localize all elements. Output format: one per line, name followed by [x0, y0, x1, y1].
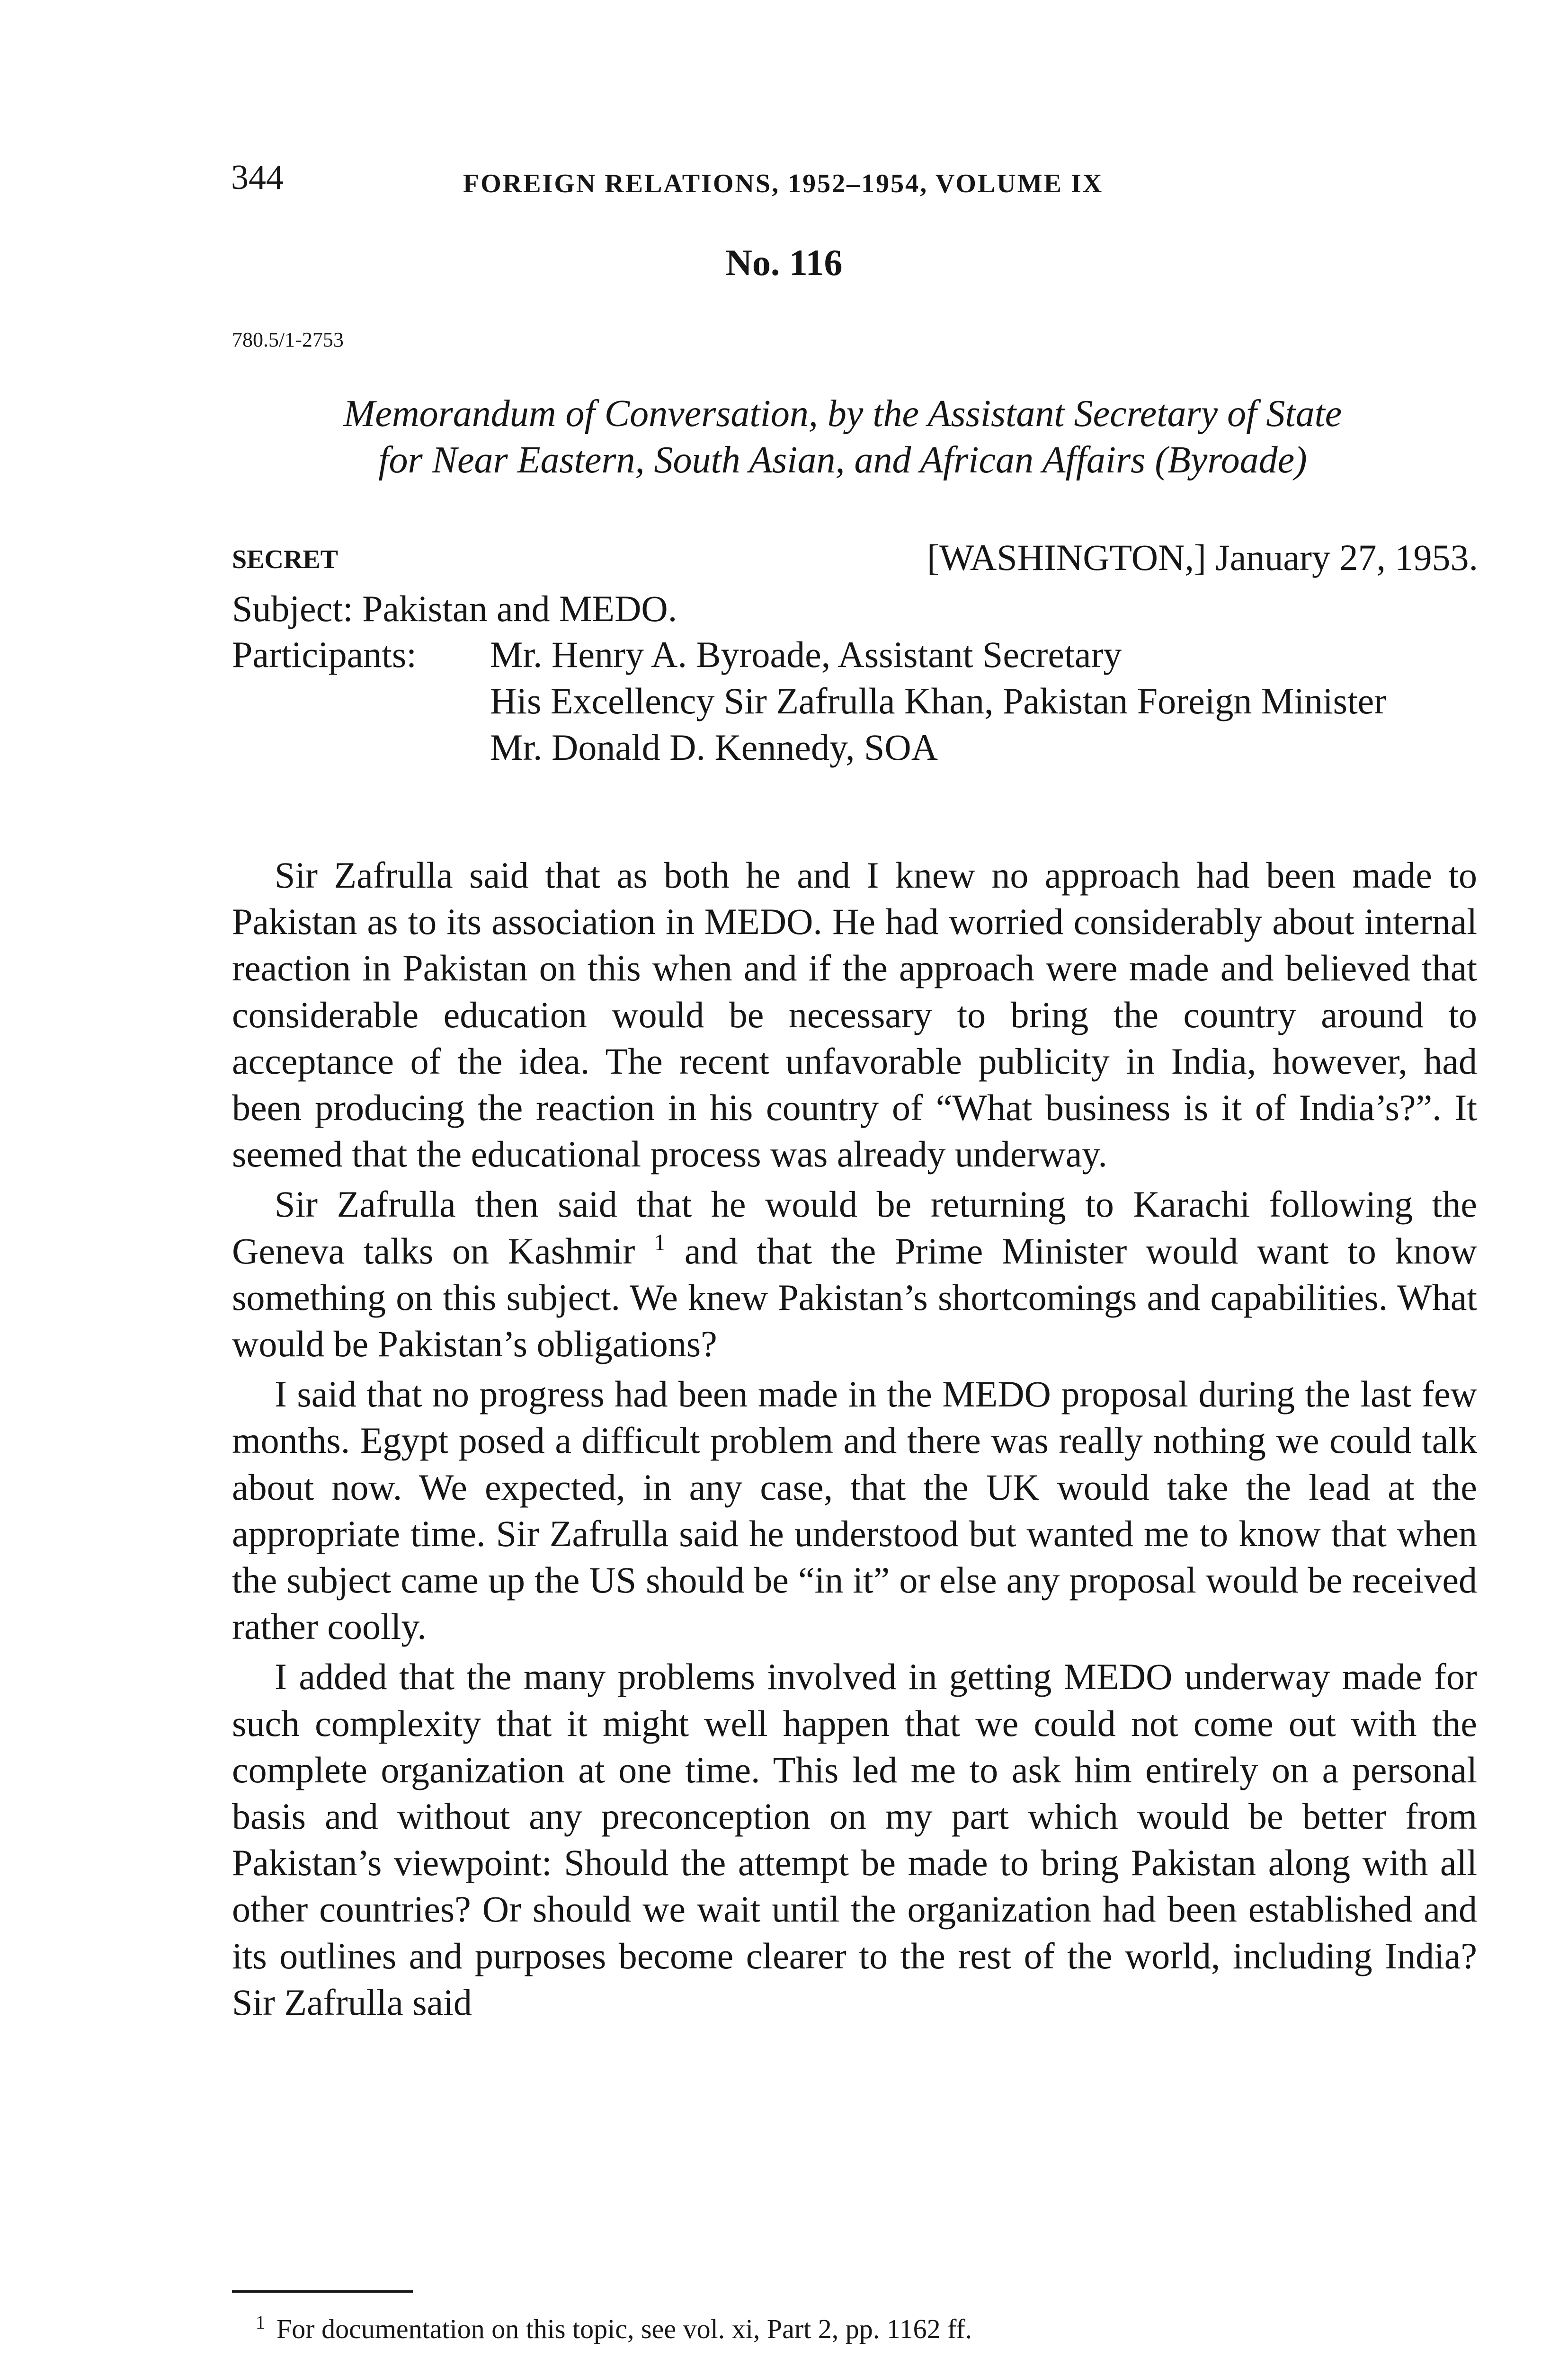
page-header [231, 156, 1547, 208]
body-paragraph: I added that the many problems involved in getting MEDO underway made for such complexity that it might well happen that we could not come out with the complete organization at one time. This led me to ask him entirely on a personal basis and without any preconception on my part which would be better from Pakistan’s viewpoint: Should the attempt be made to bring Pakistan along with all other countries? Or should we wait until the organization had been established and its outlines and purposes become clearer to the rest of the world, including India? Sir Zafrulla said [232, 1656, 1477, 2023]
footnote-divider [232, 2290, 413, 2293]
document-title [199, 391, 1487, 483]
paragraph-text: and that the Prime Minister would want to know something on this subject. We knew Pakistan’s shortcomings and capabilities. What would be Pakistan’s obligations? [232, 1230, 1477, 1365]
footnote-reference[interactable]: 1 [654, 1228, 666, 1255]
file-reference: 780.5/1-2753 [232, 328, 344, 351]
document-number: No. 116 [725, 242, 843, 283]
document-title-line: for Near Eastern, South Asian, and African Affairs (Byroade) [378, 439, 1307, 481]
participant: His Excellency Sir Zafrulla Khan, Pakistan Foreign Minister [490, 680, 1387, 721]
document-title-line: Memorandum of Conversation, by the Assistant Secretary of State [343, 393, 1342, 435]
body-paragraph [232, 1181, 1477, 1367]
page-number: 344 [231, 158, 284, 197]
footnote-text: For documentation on this topic, see vol. xi, Part 2, pp. 1162 ff. [276, 2314, 972, 2344]
paragraph-text: Sir Zafrulla then said that he would be returning to Karachi following the Geneva talks on Kashmir [232, 1184, 1477, 1272]
dateline: [WASHINGTON,] January 27, 1953. [927, 537, 1478, 578]
running-head: FOREIGN RELATIONS, 1952–1954, VOLUME IX [463, 169, 1104, 198]
classification-marking: SECRET [232, 545, 339, 574]
footnote-mark: 1 [256, 2312, 265, 2333]
body-paragraph: I said that no progress had been made in the MEDO proposal during the last few months. Egypt posed a difficult problem and there was really nothing we could talk about now. We expected, in any case, that the UK would take the lead at the appropriate time. Sir Zafrulla said he understood but wanted me to know that when the subject came up the US should be “in it” or else any proposal would be received rather coolly. [232, 1373, 1477, 1647]
footnote [256, 2310, 1439, 2348]
participants-list [490, 632, 1494, 771]
memorandum-body [232, 852, 1477, 2029]
participant: Mr. Henry A. Byroade, Assistant Secretary [490, 634, 1122, 675]
participant: Mr. Donald D. Kennedy, SOA [490, 727, 938, 768]
body-paragraph: Sir Zafrulla said that as both he and I knew no approach had been made to Pakistan as to its association in MEDO. He had worried considerably about internal reaction in Pakistan on this when and if the approach were made and believed that considerable education would be necessary to bring the country around to acceptance of the idea. The recent unfavorable publicity in India, however, had been producing the reaction in his country of “What business is it of India’s?”. It seemed that the educational process was already underway. [232, 854, 1477, 1175]
participants-label: Participants: [232, 634, 417, 675]
subject-line: Subject: Pakistan and MEDO. [232, 588, 677, 629]
